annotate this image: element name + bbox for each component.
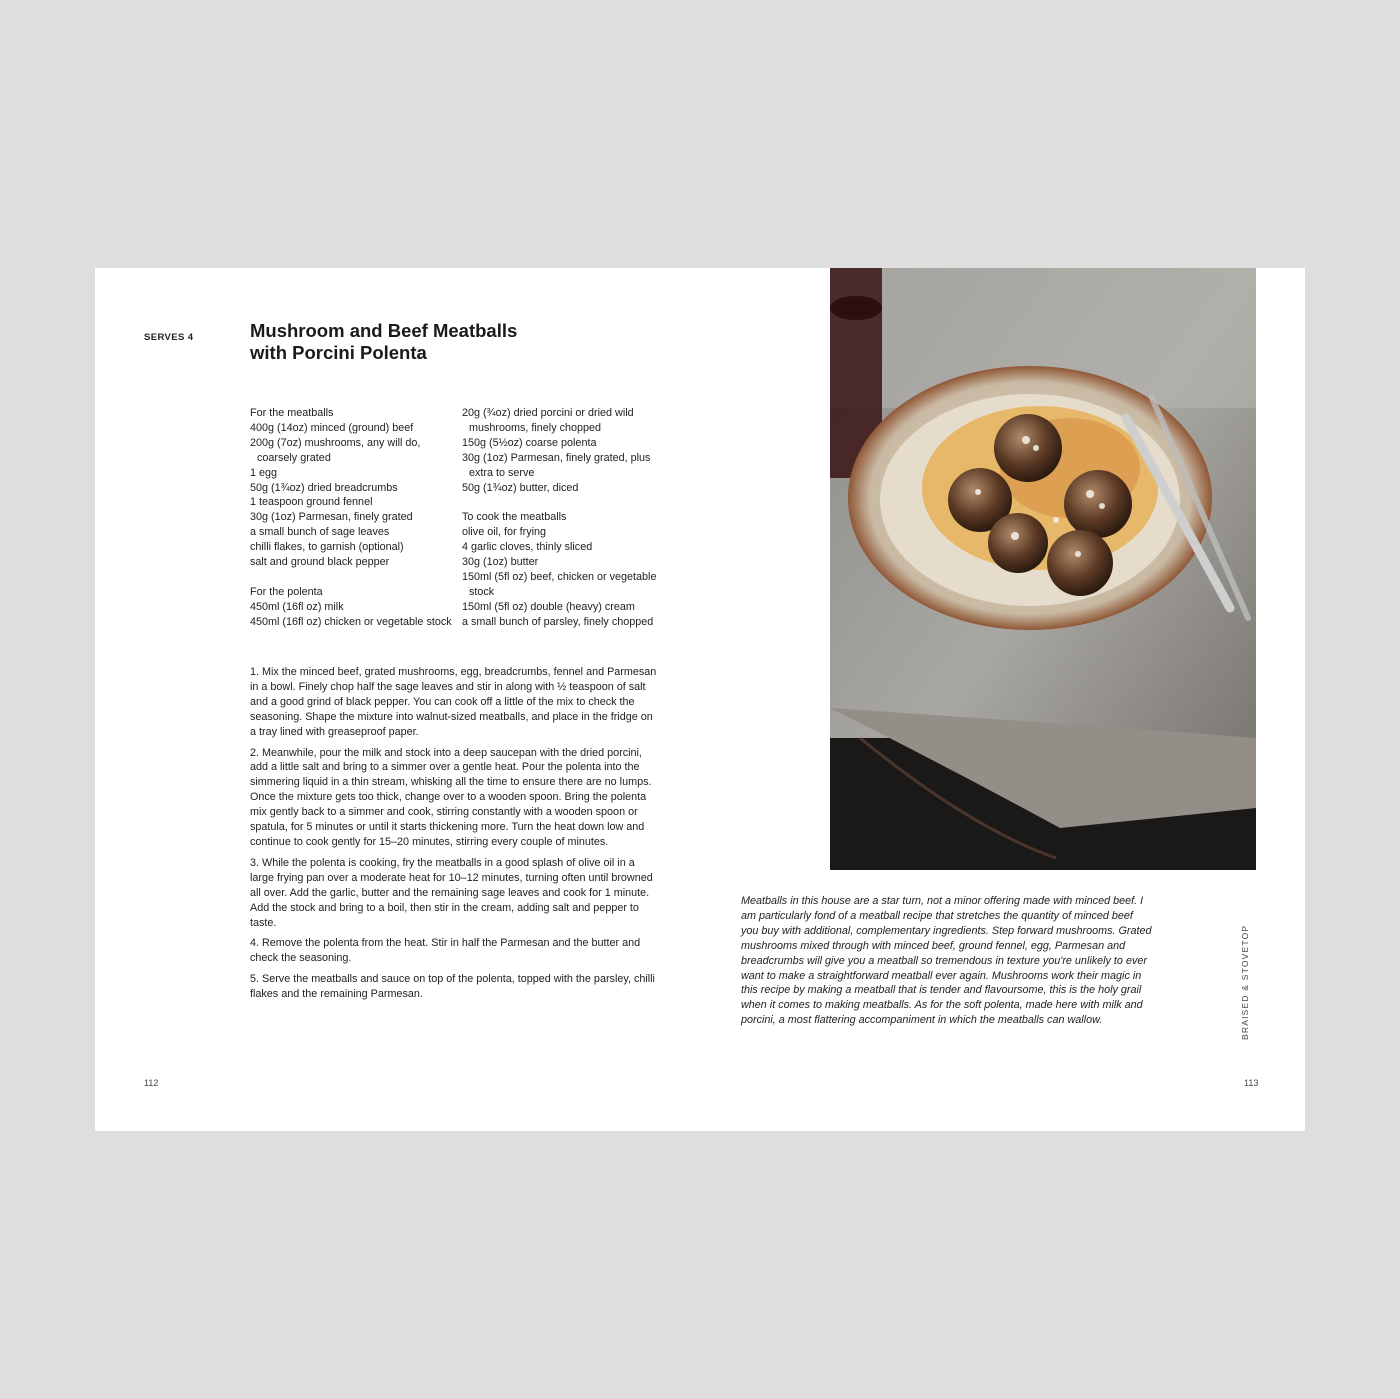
page-number-right: 113 xyxy=(1244,1078,1259,1088)
method-step: 3. While the polenta is cooking, fry the meatballs in a good splash of olive oil in a large frying pan over a moderate heat for 10–12 minutes, turning often until browned all over. Add the garlic, butter and the remaining sage leaves and cook for 1 minute. Add the stock and bring to a boil, then stir in the cream, adding salt and pepper to taste. xyxy=(250,856,653,929)
ingredient-item: 450ml (16fl oz) milk xyxy=(250,600,344,613)
ingredient-group-cook xyxy=(462,510,672,629)
serves-label: SERVES 4 xyxy=(144,332,194,343)
ingredient-item: chilli flakes, to garnish (optional) xyxy=(250,541,404,554)
ingredient-item: 30g (1oz) butter xyxy=(462,556,539,569)
ingredient-item: 20g (¾oz) dried porcini or dried wild mushrooms, finely chopped xyxy=(462,407,634,434)
ingredient-item: 150g (5½oz) coarse polenta xyxy=(462,436,597,449)
book-spread xyxy=(95,268,1305,1131)
ingredient-item: 150ml (5fl oz) double (heavy) cream xyxy=(462,600,635,613)
recipe-title xyxy=(250,320,670,364)
ingredient-item: olive oil, for frying xyxy=(462,526,547,539)
recipe-intro: Meatballs in this house are a star turn, not a minor offering made with minced beef. I am particularly fond of a meatball recipe that stretches the quantity of minced beef you buy with additional, complementary ingredients. Step forward mushrooms. Grated mushrooms mixed through with minced beef, ground fennel, egg, Parmesan and breadcrumbs will give you a meatball so tremendous in texture you're unlikely to ever want to make a straightforward meatball ever again. Mushrooms work their magic in this recipe by making a meatball that is tender and flavoursome, this is the holy grail when it comes to making meatballs. As for the soft polenta, made here with milk and porcini, a most flattering accompaniment in which the meatballs can wallow. xyxy=(741,895,1152,1027)
ingredient-group-polenta-continued xyxy=(462,406,672,495)
ingredients-column-right xyxy=(462,406,672,644)
method-steps xyxy=(250,665,660,1008)
ingredient-item: salt and ground black pepper xyxy=(250,556,390,569)
ingredient-item: 450ml (16fl oz) chicken or vegetable stock xyxy=(250,615,452,628)
ingredient-group-meatballs xyxy=(250,406,460,570)
ingredient-group-polenta xyxy=(250,585,460,630)
dish-photo xyxy=(830,268,1256,870)
ingredient-item: 200g (7oz) mushrooms, any will do, coarsely grated xyxy=(250,436,421,464)
page-number-left: 112 xyxy=(144,1078,159,1088)
method-step: 2. Meanwhile, pour the milk and stock into a deep saucepan with the dried porcini, add a little salt and bring to a simmer over a gentle heat. Pour the polenta into the simmering liquid in a thin stream, whisking all the time to ensure there are no lumps. Once the mixture gets too thick, change over to a wooden spoon. Bring the polenta mix gently back to a simmer and cook, stirring constantly with a wooden spoon or spatula, for 5 minutes or until it starts thickening more. Turn the heat down low and continue to cook gently for 15–20 minutes, stirring every couple of minutes. xyxy=(250,746,652,848)
dish-photo-illustration xyxy=(830,268,1256,870)
method-step: 5. Serve the meatballs and sauce on top of the polenta, topped with the parsley, chilli flakes and the remaining Parmesan. xyxy=(250,973,655,1001)
ingredient-item: a small bunch of sage leaves xyxy=(250,526,390,539)
method-step: 4. Remove the polenta from the heat. Stir in half the Parmesan and the butter and check the seasoning. xyxy=(250,937,641,965)
ingredient-item: 4 garlic cloves, thinly sliced xyxy=(462,541,593,554)
ingredient-item: 30g (1oz) Parmesan, finely grated xyxy=(250,511,413,524)
ingredient-item: 50g (1¾oz) dried breadcrumbs xyxy=(250,481,398,494)
recipe-title-line-2: with Porcini Polenta xyxy=(250,342,427,363)
ingredient-item: 30g (1oz) Parmesan, finely grated, plus extra to serve xyxy=(462,451,651,479)
ingredient-item: 50g (1¾oz) butter, diced xyxy=(462,481,579,494)
ingredient-item: 150ml (5fl oz) beef, chicken or vegetable stock xyxy=(462,570,657,598)
ingredient-item: 1 egg xyxy=(250,466,278,479)
ingredient-group-heading: For the polenta xyxy=(250,585,323,598)
ingredient-item: 1 teaspoon ground fennel xyxy=(250,496,373,509)
ingredients-column-left xyxy=(250,406,460,644)
ingredient-group-heading: To cook the meatballs xyxy=(462,511,567,524)
method-step: 1. Mix the minced beef, grated mushrooms, egg, breadcrumbs, fennel and Parmesan in a bowl. Finely chop half the sage leaves and stir in along with ½ teaspoon of salt and a good grind of black pepper. You can cook off a little of the mix to check the seasoning. Shape the mixture into walnut-sized meatballs, and place in the fridge on a tray lined with greaseproof paper. xyxy=(250,666,657,738)
ingredient-item: a small bunch of parsley, finely chopped xyxy=(462,615,654,628)
recipe-title-line-1: Mushroom and Beef Meatballs xyxy=(250,320,518,341)
ingredient-item: 400g (14oz) minced (ground) beef xyxy=(250,421,414,434)
ingredient-group-heading: For the meatballs xyxy=(250,407,334,419)
section-tab: BRAISED & STOVETOP xyxy=(1240,924,1250,1040)
